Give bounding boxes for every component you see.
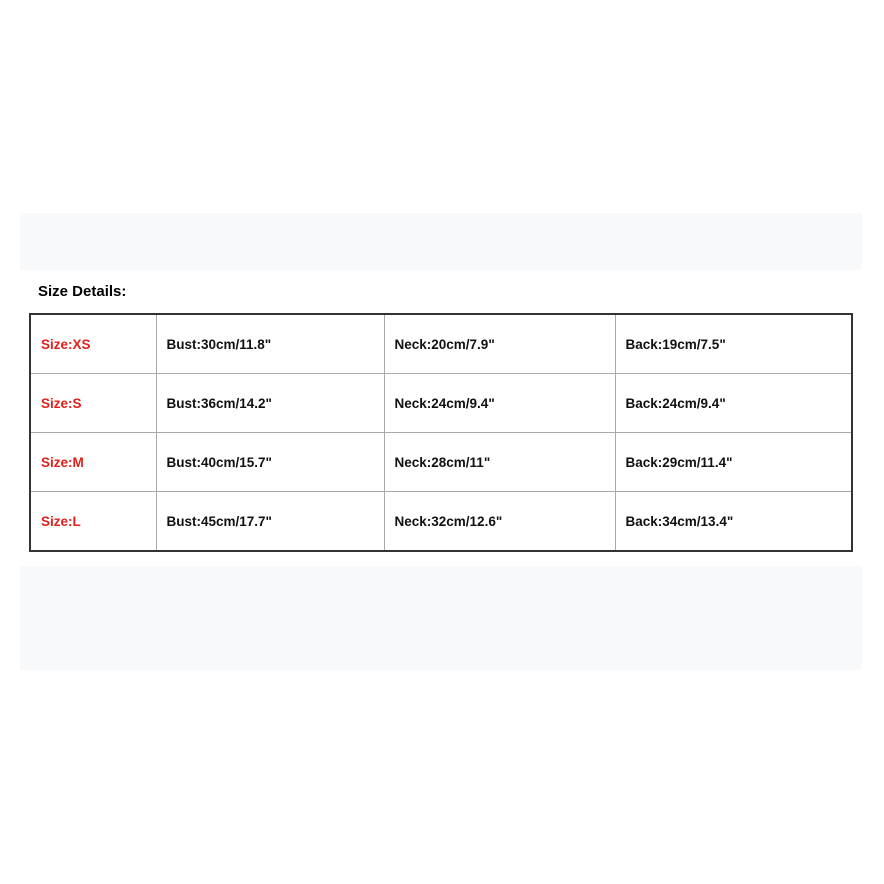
bust-cell: Bust:36cm/14.2"	[156, 374, 384, 433]
size-cell: Size:S	[30, 374, 156, 433]
size-details-heading: Size Details:	[38, 283, 127, 300]
size-cell: Size:XS	[30, 314, 156, 374]
back-cell: Back:34cm/13.4"	[615, 492, 852, 552]
size-cell: Size:L	[30, 492, 156, 552]
table-row	[30, 433, 852, 492]
neck-cell: Neck:24cm/9.4"	[384, 374, 615, 433]
table-row	[30, 314, 852, 374]
bottom-background-band	[20, 566, 862, 670]
neck-cell: Neck:28cm/11"	[384, 433, 615, 492]
bust-cell: Bust:45cm/17.7"	[156, 492, 384, 552]
table-row	[30, 492, 852, 552]
back-cell: Back:29cm/11.4"	[615, 433, 852, 492]
size-cell: Size:M	[30, 433, 156, 492]
bust-cell: Bust:40cm/15.7"	[156, 433, 384, 492]
neck-cell: Neck:32cm/12.6"	[384, 492, 615, 552]
bust-cell: Bust:30cm/11.8"	[156, 314, 384, 374]
size-details-table	[29, 313, 853, 552]
back-cell: Back:24cm/9.4"	[615, 374, 852, 433]
neck-cell: Neck:20cm/7.9"	[384, 314, 615, 374]
top-background-band	[20, 213, 862, 270]
table-row	[30, 374, 852, 433]
back-cell: Back:19cm/7.5"	[615, 314, 852, 374]
